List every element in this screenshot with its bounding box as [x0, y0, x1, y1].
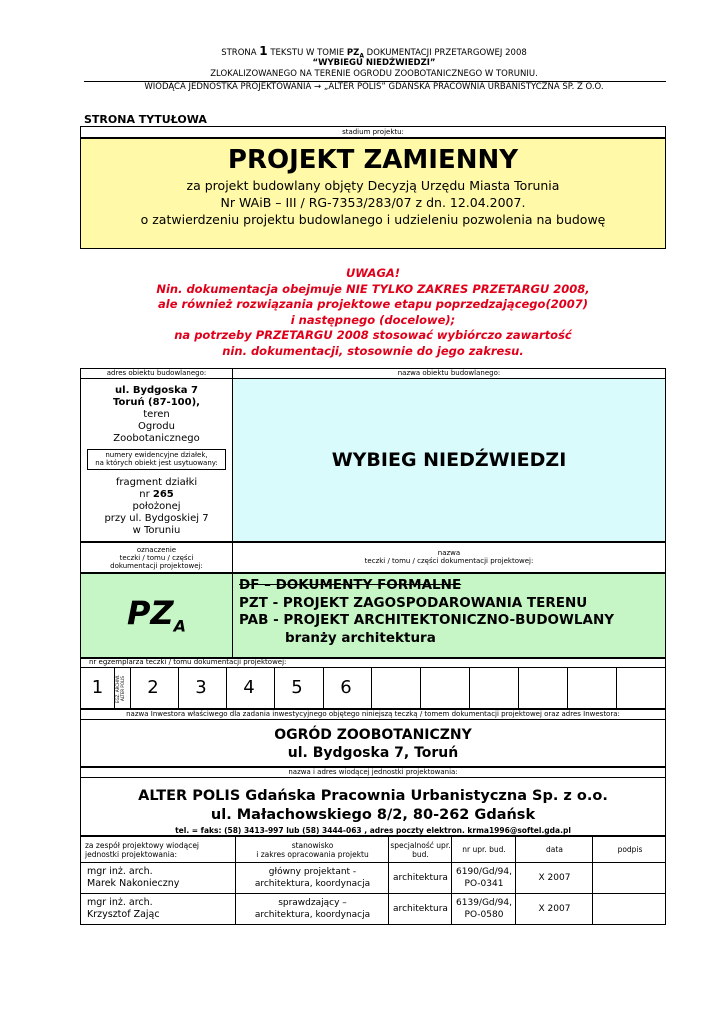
address-label: adres obiektu budowlanego: — [106, 369, 207, 377]
designer-label: nazwa i adres wiodącej jednostki projektowania: — [288, 768, 458, 776]
stage-desc-3: o zatwierdzeniu projektu budowlanego i udzieleniu pozwolenia na budowę — [140, 212, 606, 227]
team-member-date: X 2007 — [515, 894, 593, 924]
copy-divider — [420, 668, 421, 708]
header-line-1: STRONA 1 TEKSTU W TOMIE $PZ_A$ DOKUMENTACJI PRZETARGOWEJ 2008 — [221, 44, 527, 60]
designer-cell — [80, 777, 666, 836]
stage-desc-2: Nr WAiB – III / RG-7353/283/07 z dn. 12.04.2007. — [220, 195, 526, 210]
name-label: nazwa obiektu budowlanego: — [397, 369, 501, 377]
plot-description: fragment działki nr 265 położonej przy ul. Bydgoskiej 7 w Toruniu — [104, 477, 209, 536]
warning-block — [80, 266, 666, 359]
team-header-3: specjalność upr. bud. — [388, 837, 452, 862]
copy-divider — [567, 668, 568, 708]
team-member-spec: architektura — [388, 863, 452, 893]
warning-line-1: UWAGA! — [345, 266, 401, 280]
volume-lines — [239, 577, 614, 647]
team-member-name: mgr inż. arch. Krzysztof Zając — [87, 897, 160, 920]
header-line-2: “WYBIEGU NIEDŹWIEDZI” — [312, 58, 436, 68]
copy-number-3: 3 — [195, 677, 207, 698]
plots-label-cell — [87, 449, 226, 470]
team-member-date: X 2007 — [515, 863, 593, 893]
team-header-4: nr upr. bud. — [451, 837, 516, 862]
volume-code-label-cell — [80, 542, 233, 573]
team-member-name: mgr inż. arch. Marek Nakonieczny — [87, 866, 180, 889]
copy-number-5: 5 — [291, 677, 303, 698]
designer-contact: tel. = faks: (58) 3413-997 lub (58) 3444-063 , adres poczty elektron. krma1996@softel.gda.pl — [175, 826, 571, 835]
stage-desc-1: za projekt budowlany objęty Decyzją Urzędu Miasta Torunia — [186, 178, 560, 193]
volume-name-label: nazwa teczki / tomu / części dokumentacji projektowej: — [364, 549, 534, 565]
team-row — [80, 862, 666, 894]
investor-cell — [80, 719, 666, 767]
archive-stamp: EGZ. ARCHIW. ALTER POLIS — [115, 675, 125, 703]
team-member-signature — [592, 863, 667, 893]
designer-address: ul. Małachowskiego 8/2, 80-262 Gdańsk — [210, 807, 536, 823]
warning-line-2: Nin. dokumentacja obejmuje NIE TYLKO ZAKRES PRZETARGU 2008, — [156, 281, 590, 296]
volume-code: $PZ_A$ — [126, 594, 187, 636]
volume-name-cell — [232, 573, 666, 659]
team-header-2: stanowisko i zakres opracowania projektu — [235, 837, 389, 862]
investor-name: OGRÓD ZOOBOTANICZNY — [274, 727, 472, 743]
stage-label-row — [80, 126, 666, 138]
stage-panel — [80, 138, 666, 249]
plots-label: numery ewidencyjne działek, na których obiekt jest usytuowany: — [95, 451, 218, 467]
header-line-4: WIODĄCA JEDNOSTKA PROJEKTOWANIA → „ALTER POLIS” GDAŃSKA PRACOWNIA URBANISTYCZNA SP. Z O.O. — [144, 82, 604, 92]
team-header-row — [80, 836, 666, 863]
warning-line-5: na potrzeby PRZETARGU 2008 stosować wybiórczo zawartość — [174, 328, 572, 342]
copies-label: nr egzemplarza teczki / tomu dokumentacji projektowej: — [89, 658, 287, 666]
investor-address: ul. Bydgoska 7, Toruń — [287, 745, 459, 761]
team-member-spec: architektura — [388, 894, 452, 924]
team-header-1: za zespół projektowy wiodącej jednostki projektowania: — [85, 840, 200, 859]
object-name: WYBIEG NIEDŹWIEDZI — [331, 449, 567, 471]
volume-line-df: DF – DOKUMENTY FORMALNE — [239, 577, 462, 593]
header-line-3: ZLOKALIZOWANEGO NA TERENIE OGRODU ZOOBOTANICZNEGO W TORUNIU. — [210, 69, 538, 79]
copy-number-1: 1 — [91, 677, 104, 698]
warning-line-6: nin. dokumentacji, stosownie do jego zakresu. — [222, 343, 524, 358]
team-member-role: sprawdzający – architektura, koordynacja — [235, 894, 389, 924]
stage-label: stadium projektu: — [342, 128, 404, 136]
copy-divider — [518, 668, 519, 708]
investor-label: nazwa Inwestora właściwego dla zadania inwestycyjnego objętego niniejszą teczką / tomem dokumentacji projektowej oraz adres Inwestora: — [126, 710, 620, 718]
warning-line-3: ale również rozwiązania projektowe etapu poprzedzającego(2007) — [158, 297, 588, 311]
team-header-5: data — [515, 837, 593, 862]
team-member-license: 6139/Gd/94, PO-0580 — [451, 894, 516, 924]
team-member-license: 6190/Gd/94, PO-0341 — [451, 863, 516, 893]
object-address-street: ul. Bydgoska 7 Toruń (87-100), — [113, 385, 200, 408]
copy-divider — [469, 668, 470, 708]
copy-number-6: 6 — [340, 677, 352, 698]
copy-divider — [371, 668, 372, 708]
address-cell — [80, 378, 233, 542]
copies-row — [80, 667, 666, 709]
volume-line-pzt: PZT - PROJEKT ZAGOSPODAROWANIA TERENU — [239, 594, 588, 611]
copy-number-2: 2 — [147, 677, 159, 698]
warning-line-4: i następnego (docelowe); — [290, 312, 456, 327]
volume-name-label-cell — [232, 542, 666, 573]
object-name-cell — [232, 378, 666, 542]
volume-line-pab: PAB - PROJEKT ARCHITEKTONICZNO-BUDOWLANY — [239, 612, 615, 628]
object-address-rest: teren Ogrodu Zoobotanicznego — [113, 409, 200, 444]
volume-line-branch: branży architektura — [285, 629, 436, 646]
designer-name: ALTER POLIS Gdańska Pracownia Urbanistyczna Sp. z o.o. — [138, 788, 608, 804]
team-header-6: podpis — [592, 837, 667, 862]
team-row — [80, 893, 666, 925]
stage-title: PROJEKT ZAMIENNY — [227, 145, 519, 175]
section-title: STRONA TYTUŁOWA — [84, 113, 207, 126]
volume-code-label: oznaczenie teczki / tomu / części dokumentacji projektowej: — [110, 546, 203, 570]
copy-number-4: 4 — [243, 677, 255, 698]
team-member-role: główny projektant - architektura, koordynacja — [235, 863, 389, 893]
copy-divider — [616, 668, 617, 708]
team-member-signature — [592, 894, 667, 924]
volume-code-cell — [80, 573, 233, 659]
